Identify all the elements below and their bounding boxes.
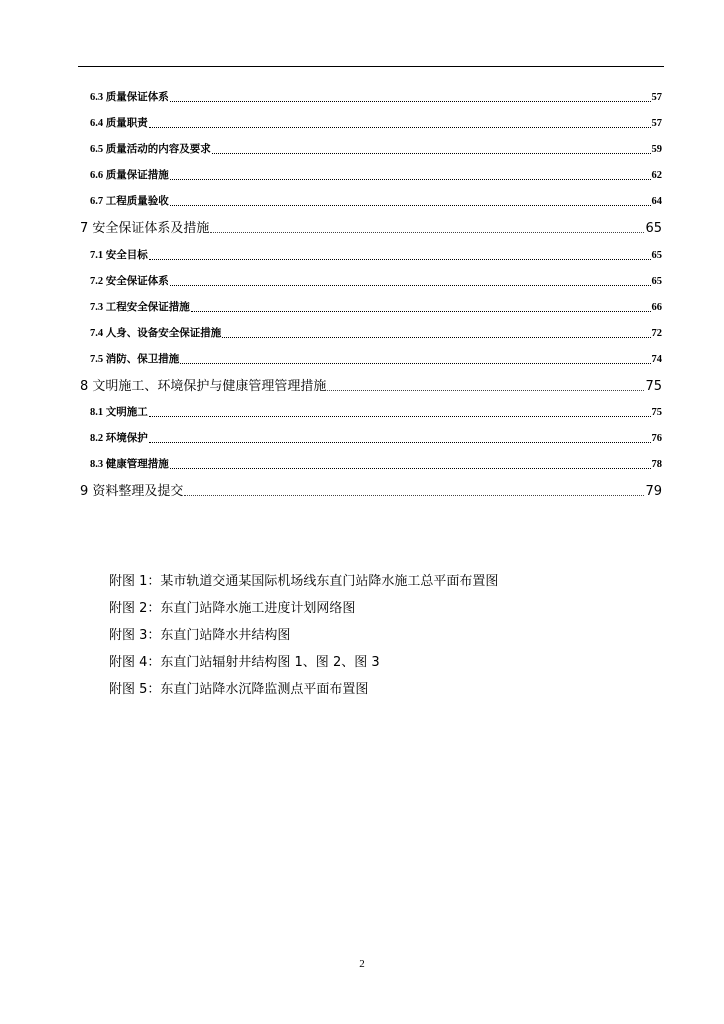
toc-entry-page: 65 [651, 250, 662, 261]
toc-entry-label: 7.5 消防、保卫措施 [90, 354, 180, 365]
toc-entry-page: 75 [651, 407, 662, 418]
toc-entry[interactable] [90, 430, 662, 445]
toc-entry-page: 78 [651, 459, 662, 470]
appendix-item: 附图 3：东直门站降水井结构图 [109, 628, 291, 643]
toc-leader [170, 205, 651, 206]
toc-entry[interactable] [90, 351, 662, 366]
appendix-item: 附图 2：东直门站降水施工进度计划网络图 [109, 601, 356, 616]
toc-entry-label: 6.5 质量活动的内容及要求 [90, 144, 211, 155]
toc-leader [180, 363, 650, 364]
appendix-item: 附图 5：东直门站降水沉降监测点平面布置图 [109, 682, 369, 697]
toc-entry-page: 75 [645, 379, 662, 394]
toc-entry-label: 7.3 工程安全保证措施 [90, 302, 190, 313]
toc-entry-page: 76 [651, 433, 662, 444]
header-rule [78, 66, 664, 67]
toc-leader [170, 101, 651, 102]
toc-entry-page: 64 [651, 196, 662, 207]
toc-entry-label: 8.1 文明施工 [90, 407, 148, 418]
toc-leader [170, 468, 651, 469]
toc-entry-label: 8.3 健康管理措施 [90, 459, 169, 470]
toc-chapter[interactable] [80, 375, 662, 394]
toc-leader [210, 232, 644, 233]
toc-leader [149, 127, 651, 128]
toc-entry-label: 8.2 环境保护 [90, 433, 148, 444]
toc-entry[interactable] [90, 299, 662, 314]
toc-leader [327, 390, 644, 391]
toc-entry-label: 6.3 质量保证体系 [90, 92, 169, 103]
toc-entry-page: 65 [645, 221, 662, 236]
toc-entry[interactable] [90, 325, 662, 340]
toc-entry-page: 66 [651, 302, 662, 313]
toc-entry-label: 7.2 安全保证体系 [90, 276, 169, 287]
toc-leader [222, 337, 650, 338]
toc-entry-page: 59 [651, 144, 662, 155]
toc-entry[interactable] [90, 193, 662, 208]
toc-leader [149, 416, 651, 417]
toc-chapter[interactable] [80, 217, 662, 236]
toc-entry[interactable] [90, 115, 662, 130]
toc-entry[interactable] [90, 141, 662, 156]
toc-entry[interactable] [90, 456, 662, 471]
toc-entry-label: 6.7 工程质量验收 [90, 196, 169, 207]
appendix-item: 附图 4：东直门站辐射井结构图 1、图 2、图 3 [109, 655, 380, 670]
toc-entry-page: 74 [651, 354, 662, 365]
appendix-item: 附图 1：某市轨道交通某国际机场线东直门站降水施工总平面布置图 [109, 574, 499, 589]
toc-entry-label: 7 安全保证体系及措施 [80, 221, 210, 236]
toc-chapter[interactable] [80, 480, 662, 499]
toc-entry-label: 7.1 安全目标 [90, 250, 148, 261]
appendix-list [109, 568, 498, 703]
toc-entry[interactable] [90, 167, 662, 182]
toc-entry-page: 62 [651, 170, 662, 181]
toc-entry-page: 72 [651, 328, 662, 339]
toc-leader [170, 179, 651, 180]
toc-entry-label: 7.4 人身、设备安全保证措施 [90, 328, 222, 339]
toc-entry-label: 9 资料整理及提交 [80, 484, 184, 499]
toc-entry-page: 79 [645, 484, 662, 499]
toc-leader [191, 311, 651, 312]
toc-leader [212, 153, 651, 154]
toc-entry-label: 6.4 质量职责 [90, 118, 148, 129]
toc-leader [184, 495, 644, 496]
page-number: 2 [359, 958, 365, 970]
toc-leader [149, 259, 651, 260]
toc-entry-page: 57 [651, 118, 662, 129]
toc-entry-label: 6.6 质量保证措施 [90, 170, 169, 181]
toc-leader [170, 285, 651, 286]
toc-entry-page: 57 [651, 92, 662, 103]
toc-entry[interactable] [90, 404, 662, 419]
toc-entry-page: 65 [651, 276, 662, 287]
toc-entry-label: 8 文明施工、环境保护与健康管理管理措施 [80, 379, 327, 394]
toc-entry[interactable] [90, 273, 662, 288]
toc-leader [149, 442, 651, 443]
toc-entry[interactable] [90, 247, 662, 262]
toc-entry[interactable] [90, 89, 662, 104]
